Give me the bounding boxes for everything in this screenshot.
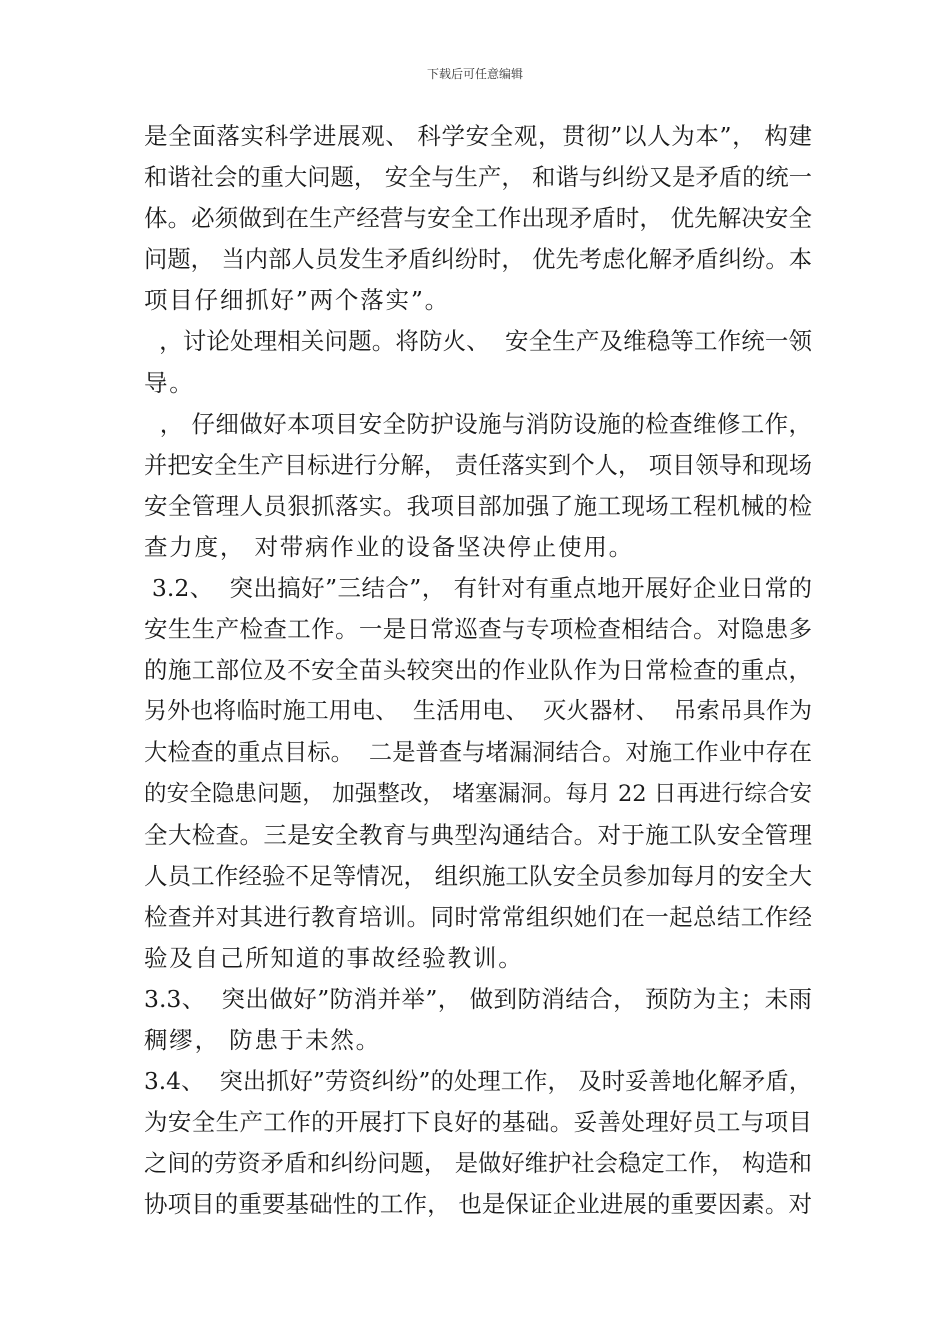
text-line: 检查并对其进行教育培训。同时常常组织她们在一起总结工作经 <box>144 902 812 931</box>
text-line: 验及自己所知道的事故经验教训。 <box>144 943 524 972</box>
text-line: 为安全生产工作的开展打下良好的基础。妥善处理好员工与项目 <box>144 1108 812 1137</box>
text-line: ， 仔细做好本项目安全防护设施与消防设施的检查维修工作， <box>144 409 812 438</box>
text-line: 是全面落实科学进展观、 科学安全观，贯彻”以人为本”， 构建 <box>144 122 812 150</box>
text-line: ，讨论处理相关问题。将防火、 安全生产及维稳等工作统一领 <box>144 327 812 356</box>
text-line: 协项目的重要基础性的工作， 也是保证企业进展的重要因素。对 <box>144 1190 812 1219</box>
text-line: 安生生产检查工作。一是日常巡查与专项检查相结合。对隐患多 <box>144 615 812 644</box>
text-line: 体。必须做到在生产经营与安全工作出现矛盾时， 优先解决安全 <box>144 204 812 233</box>
text-line: 并把安全生产目标进行分解， 责任落实到个人， 项目领导和现场 <box>144 451 812 479</box>
text-line: 人员工作经验不足等情况， 组织施工队安全员参加每月的安全大 <box>144 861 812 890</box>
text-line: 大检查的重点目标。 二是普查与堵漏洞结合。对施工作业中存在 <box>144 739 812 767</box>
text-line: 3.3、 突出做好”防消并举”， 做到防消结合， 预防为主；未雨 <box>144 984 812 1013</box>
text-line: 之间的劳资矛盾和纠纷问题， 是做好维护社会稳定工作， 构造和 <box>144 1150 812 1178</box>
text-line: 的施工部位及不安全苗头较突出的作业队作为日常检查的重点， <box>144 656 812 685</box>
page-header: 下载后可任意编辑 <box>426 67 523 81</box>
text-line: 稠缪， 防患于未然。 <box>144 1026 381 1055</box>
text-line: 3.2、 突出搞好”三结合”， 有针对有重点地开展好企业日常的 <box>144 574 812 603</box>
text-line: 项目仔细抓好”两个落实”。 <box>144 286 450 315</box>
text-line: 导。 <box>144 368 195 397</box>
text-line: 和谐社会的重大问题， 安全与生产， 和谐与纠纷又是矛盾的统一 <box>144 164 812 192</box>
document-body <box>144 116 812 1226</box>
text-line: 查力度， 对带病作业的设备坚决停止使用。 <box>144 532 634 561</box>
text-line: 安全管理人员狠抓落实。我项目部加强了施工现场工程机械的检 <box>144 491 812 520</box>
text-line: 问题， 当内部人员发生矛盾纠纷时， 优先考虑化解矛盾纠纷。本 <box>144 246 812 274</box>
text-line: 的安全隐患问题， 加强整改， 堵塞漏洞。每月 22 日再进行综合安 <box>144 780 812 807</box>
text-line: 另外也将临时施工用电、 生活用电、 灭火器材、 吊索吊具作为 <box>144 698 812 725</box>
text-line: 全大检查。三是安全教育与典型沟通结合。对于施工队安全管理 <box>144 820 812 849</box>
text-line: 3.4、 突出抓好”劳资纠纷”的处理工作， 及时妥善地化解矛盾， <box>144 1068 812 1096</box>
